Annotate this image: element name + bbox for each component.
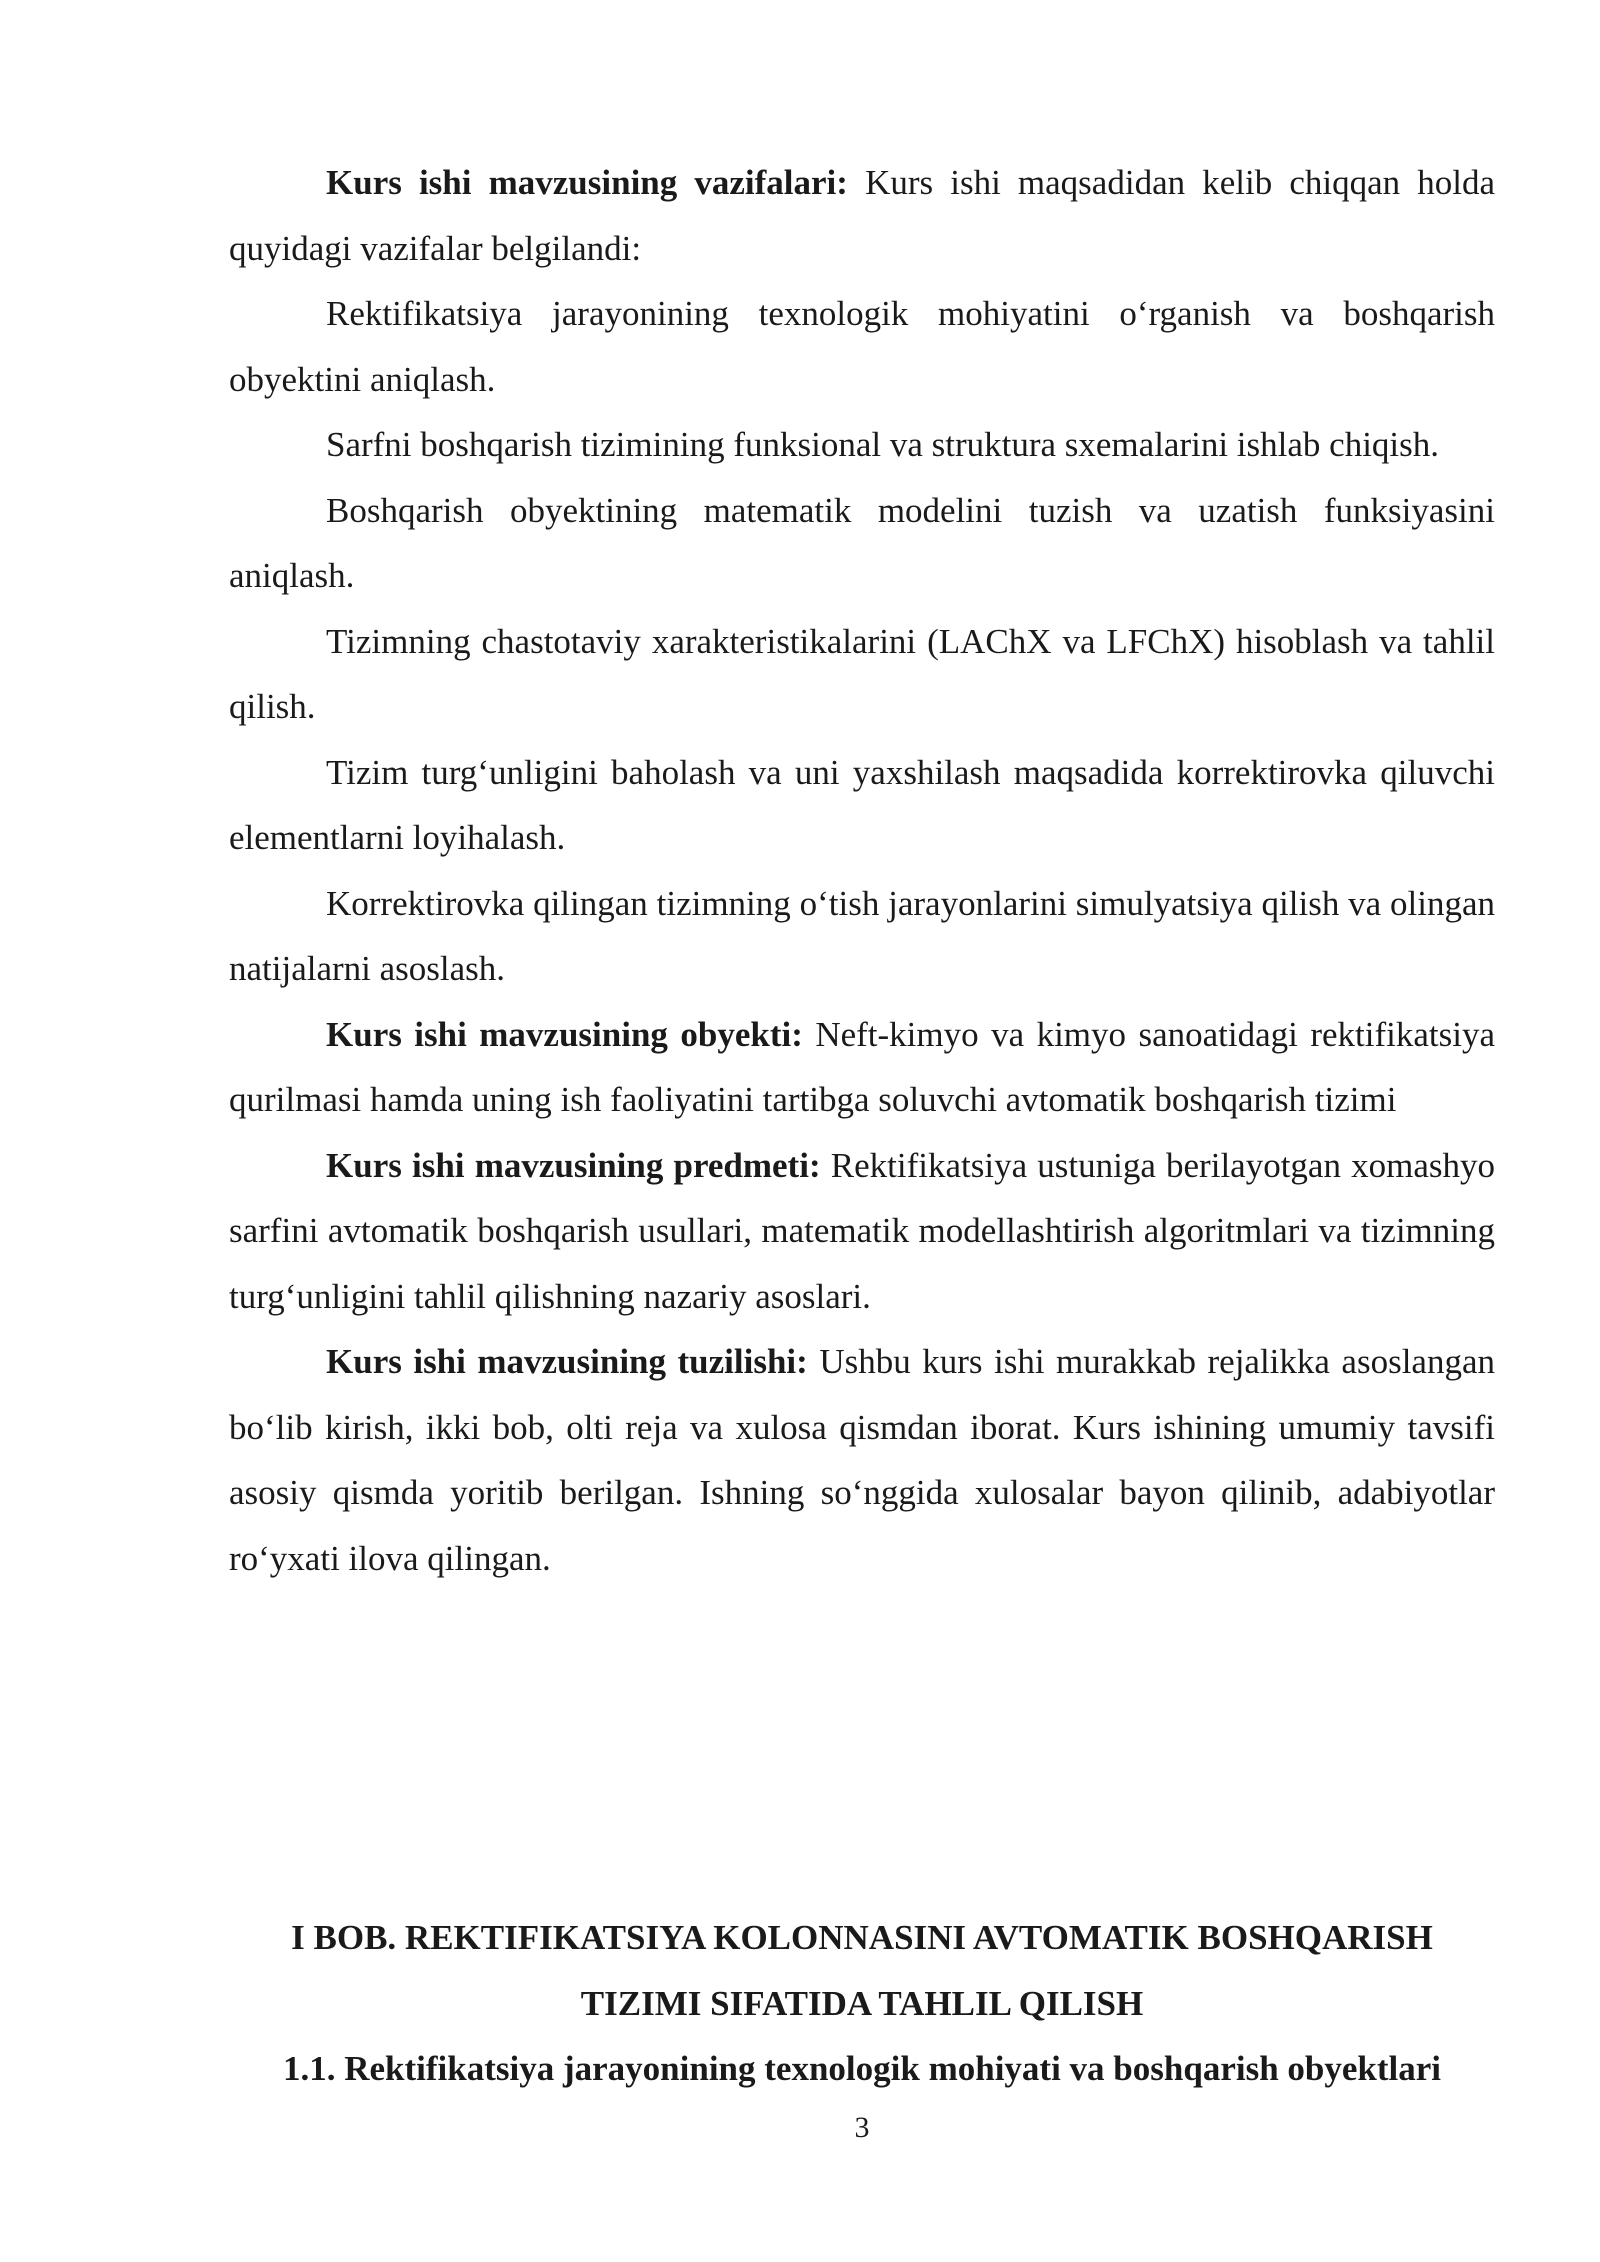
paragraph-subject <box>229 1133 1495 1330</box>
paragraph-text: Boshqarish obyektining matematik modelini tuzish va uzatish funksiyasini aniqlash. <box>229 490 1495 595</box>
paragraph-text: Tizim turg‘unligini baholash va uni yaxshilash maqsadida korrektirovka qiluvchi elementlarni loyihalash. <box>229 752 1495 857</box>
paragraph-heading: Kurs ishi mavzusining tuzilishi: <box>326 1342 808 1381</box>
section-title: 1.1. Rektifikatsiya jarayonining texnologik mohiyati va boshqarish obyektlari <box>282 2049 1442 2088</box>
paragraph-text: Ushbu kurs ishi murakkab rejalikka asoslangan bo‘lib kirish, ikki bob, olti reja va xulosa qismdan iborat. Kurs ishining umumiy tavsifi asosiy qismda yoritib berilgan. Ishning so‘nggida xulosalar bayon qilinib, adabiyotlar ro‘yxati ilova qilingan. <box>229 1342 1495 1578</box>
paragraph-heading: Kurs ishi mavzusining predmeti: <box>326 1145 821 1185</box>
paragraph-heading: Kurs ishi mavzusining obyekti: <box>326 1014 803 1054</box>
paragraph-task-2 <box>229 412 1495 478</box>
page-number: 3 <box>854 2111 870 2144</box>
paragraph-text: Rektifikatsiya ustuniga berilayotgan xomashyo sarfini avtomatik boshqarish usullari, matematik modellashtirish algoritmlari va tizimning turg‘unligini tahlil qilishning nazariy asoslari. <box>229 1145 1495 1316</box>
paragraph-heading: Kurs ishi mavzusining vazifalari: <box>326 163 848 202</box>
paragraph-tasks <box>229 150 1495 281</box>
paragraph-text: Kurs ishi maqsadidan kelib chiqqan holda quyidagi vazifalar belgilandi: <box>229 163 1495 268</box>
paragraph-task-6 <box>229 871 1495 1002</box>
paragraph-text: Korrektirovka qilingan tizimning o‘tish jarayonlarini simulyatsiya qilish va olingan natijalarni asoslash. <box>229 883 1495 988</box>
paragraph-task-1 <box>229 281 1495 412</box>
paragraph-text: Neft-kimyo va kimyo sanoatidagi rektifikatsiya qurilmasi hamda uning ish faoliyatini tartibga soluvchi avtomatik boshqarish tizimi <box>229 1014 1495 1119</box>
body-text <box>229 150 1495 1591</box>
paragraph-task-5 <box>229 740 1495 871</box>
paragraph-task-3 <box>229 478 1495 609</box>
paragraph-text: Tizimning chastotaviy xarakteristikalarini (LAChX va LFChX) hisoblash va tahlil qilish. <box>229 621 1495 726</box>
paragraph-text: Rektifikatsiya jarayonining texnologik mohiyatini o‘rganish va boshqarish obyektini aniqlash. <box>229 294 1495 399</box>
chapter-title <box>229 1905 1495 2036</box>
chapter-title-line-1: I BOB. REKTIFIKATSIYA KOLONNASINI AVTOMATIK BOSHQARISH <box>291 1918 1433 1957</box>
chapter-title-line-2: TIZIMI SIFATIDA TAHLIL QILISH <box>580 1983 1144 2023</box>
paragraph-structure <box>229 1329 1495 1591</box>
paragraph-text: Sarfni boshqarish tizimining funksional va struktura sxemalarini ishlab chiqish. <box>326 425 1440 464</box>
paragraph-object <box>229 1002 1495 1133</box>
paragraph-task-4 <box>229 609 1495 740</box>
